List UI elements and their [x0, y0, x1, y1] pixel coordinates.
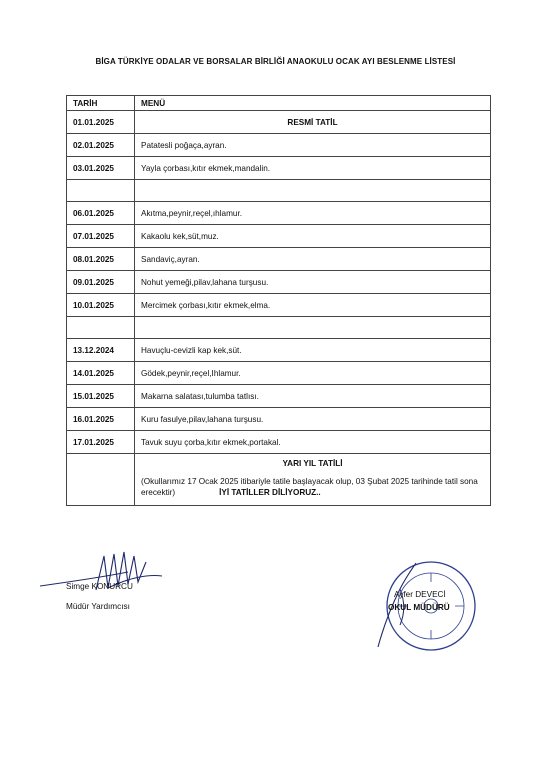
menu-table: [66, 95, 491, 506]
footer-cell: [135, 454, 491, 506]
row-menu: [135, 317, 491, 339]
signature-scribble-left: [38, 548, 168, 604]
row-menu: Yayla çorbası,kıtır ekmek,mandalin.: [135, 157, 491, 180]
table-row: [67, 385, 491, 408]
table-row: [67, 248, 491, 271]
row-menu: [135, 180, 491, 202]
row-date: 07.01.2025: [67, 225, 135, 248]
row-menu: Sandaviç,ayran.: [135, 248, 491, 271]
row-menu: [135, 111, 491, 134]
table-row: [67, 225, 491, 248]
row-date: 17.01.2025: [67, 431, 135, 454]
signature-right-name: Ayfer DEVECİ: [394, 590, 446, 599]
row-menu: Gödek,peynir,reçel,Ihlamur.: [135, 362, 491, 385]
row-menu: Akıtma,peynir,reçel,ıhlamur.: [135, 202, 491, 225]
row-date: 09.01.2025: [67, 271, 135, 294]
row-menu: Makarna salatası,tulumba tatlısı.: [135, 385, 491, 408]
row-date: 13.12.2024: [67, 339, 135, 362]
row-date: 01.01.2025: [67, 111, 135, 134]
table-row: [67, 202, 491, 225]
row-menu: Kakaolu kek,süt,muz.: [135, 225, 491, 248]
column-header-menu: MENÜ: [135, 96, 491, 111]
row-date: [67, 317, 135, 339]
table-row: [67, 362, 491, 385]
row-date: 02.01.2025: [67, 134, 135, 157]
row-date: 06.01.2025: [67, 202, 135, 225]
row-date: 15.01.2025: [67, 385, 135, 408]
table-row: [67, 271, 491, 294]
row-date: 03.01.2025: [67, 157, 135, 180]
holiday-label: RESMİ TATİL: [287, 117, 338, 127]
signature-right-role: OKUL MÜDÜRÜ: [388, 603, 450, 612]
row-date: 10.01.2025: [67, 294, 135, 317]
table-row: [67, 339, 491, 362]
page-title: BİGA TÜRKİYE ODALAR VE BORSALAR BİRLİĞİ ANAOKULU OCAK AYI BESLENME LİSTESİ: [95, 57, 456, 66]
semester-break-note: [141, 468, 484, 498]
semester-break-text: (Okullarımız 17 Ocak 2025 itibariyle tatile başlayacak olup, 03 Şubat 2025 tarihinde tatil sona erecektir): [141, 477, 478, 497]
column-header-date: TARİH: [67, 96, 135, 111]
table-row: [67, 294, 491, 317]
table-row-blank: [67, 317, 491, 339]
table-row: [67, 111, 491, 134]
footer-empty-cell: [67, 454, 135, 506]
table-header-row: [67, 96, 491, 111]
signature-left-name: Simge KONURCU: [66, 582, 133, 591]
table-row-blank: [67, 180, 491, 202]
row-menu: Havuçlu-cevizli kap kek,süt.: [135, 339, 491, 362]
row-menu: Patatesli poğaça,ayran.: [135, 134, 491, 157]
row-menu: Mercimek çorbası,kıtır ekmek,elma.: [135, 294, 491, 317]
row-menu: Tavuk suyu çorba,kıtır ekmek,portakal.: [135, 431, 491, 454]
semester-break-title: YARI YIL TATİLİ: [282, 459, 343, 468]
row-date: [67, 180, 135, 202]
row-date: 14.01.2025: [67, 362, 135, 385]
table-row: [67, 431, 491, 454]
row-date: 16.01.2025: [67, 408, 135, 431]
table-row: [67, 408, 491, 431]
row-date: 08.01.2025: [67, 248, 135, 271]
signature-left-role: Müdür Yardımcısı: [66, 602, 130, 611]
table-row: [67, 134, 491, 157]
holiday-wish: İYİ TATİLLER DİLİYORUZ..: [219, 488, 321, 497]
table-row: [67, 157, 491, 180]
row-menu: Kuru fasulye,pilav,lahana turşusu.: [135, 408, 491, 431]
row-menu: Nohut yemeği,pilav,lahana turşusu.: [135, 271, 491, 294]
table-row-footer: [67, 454, 491, 506]
